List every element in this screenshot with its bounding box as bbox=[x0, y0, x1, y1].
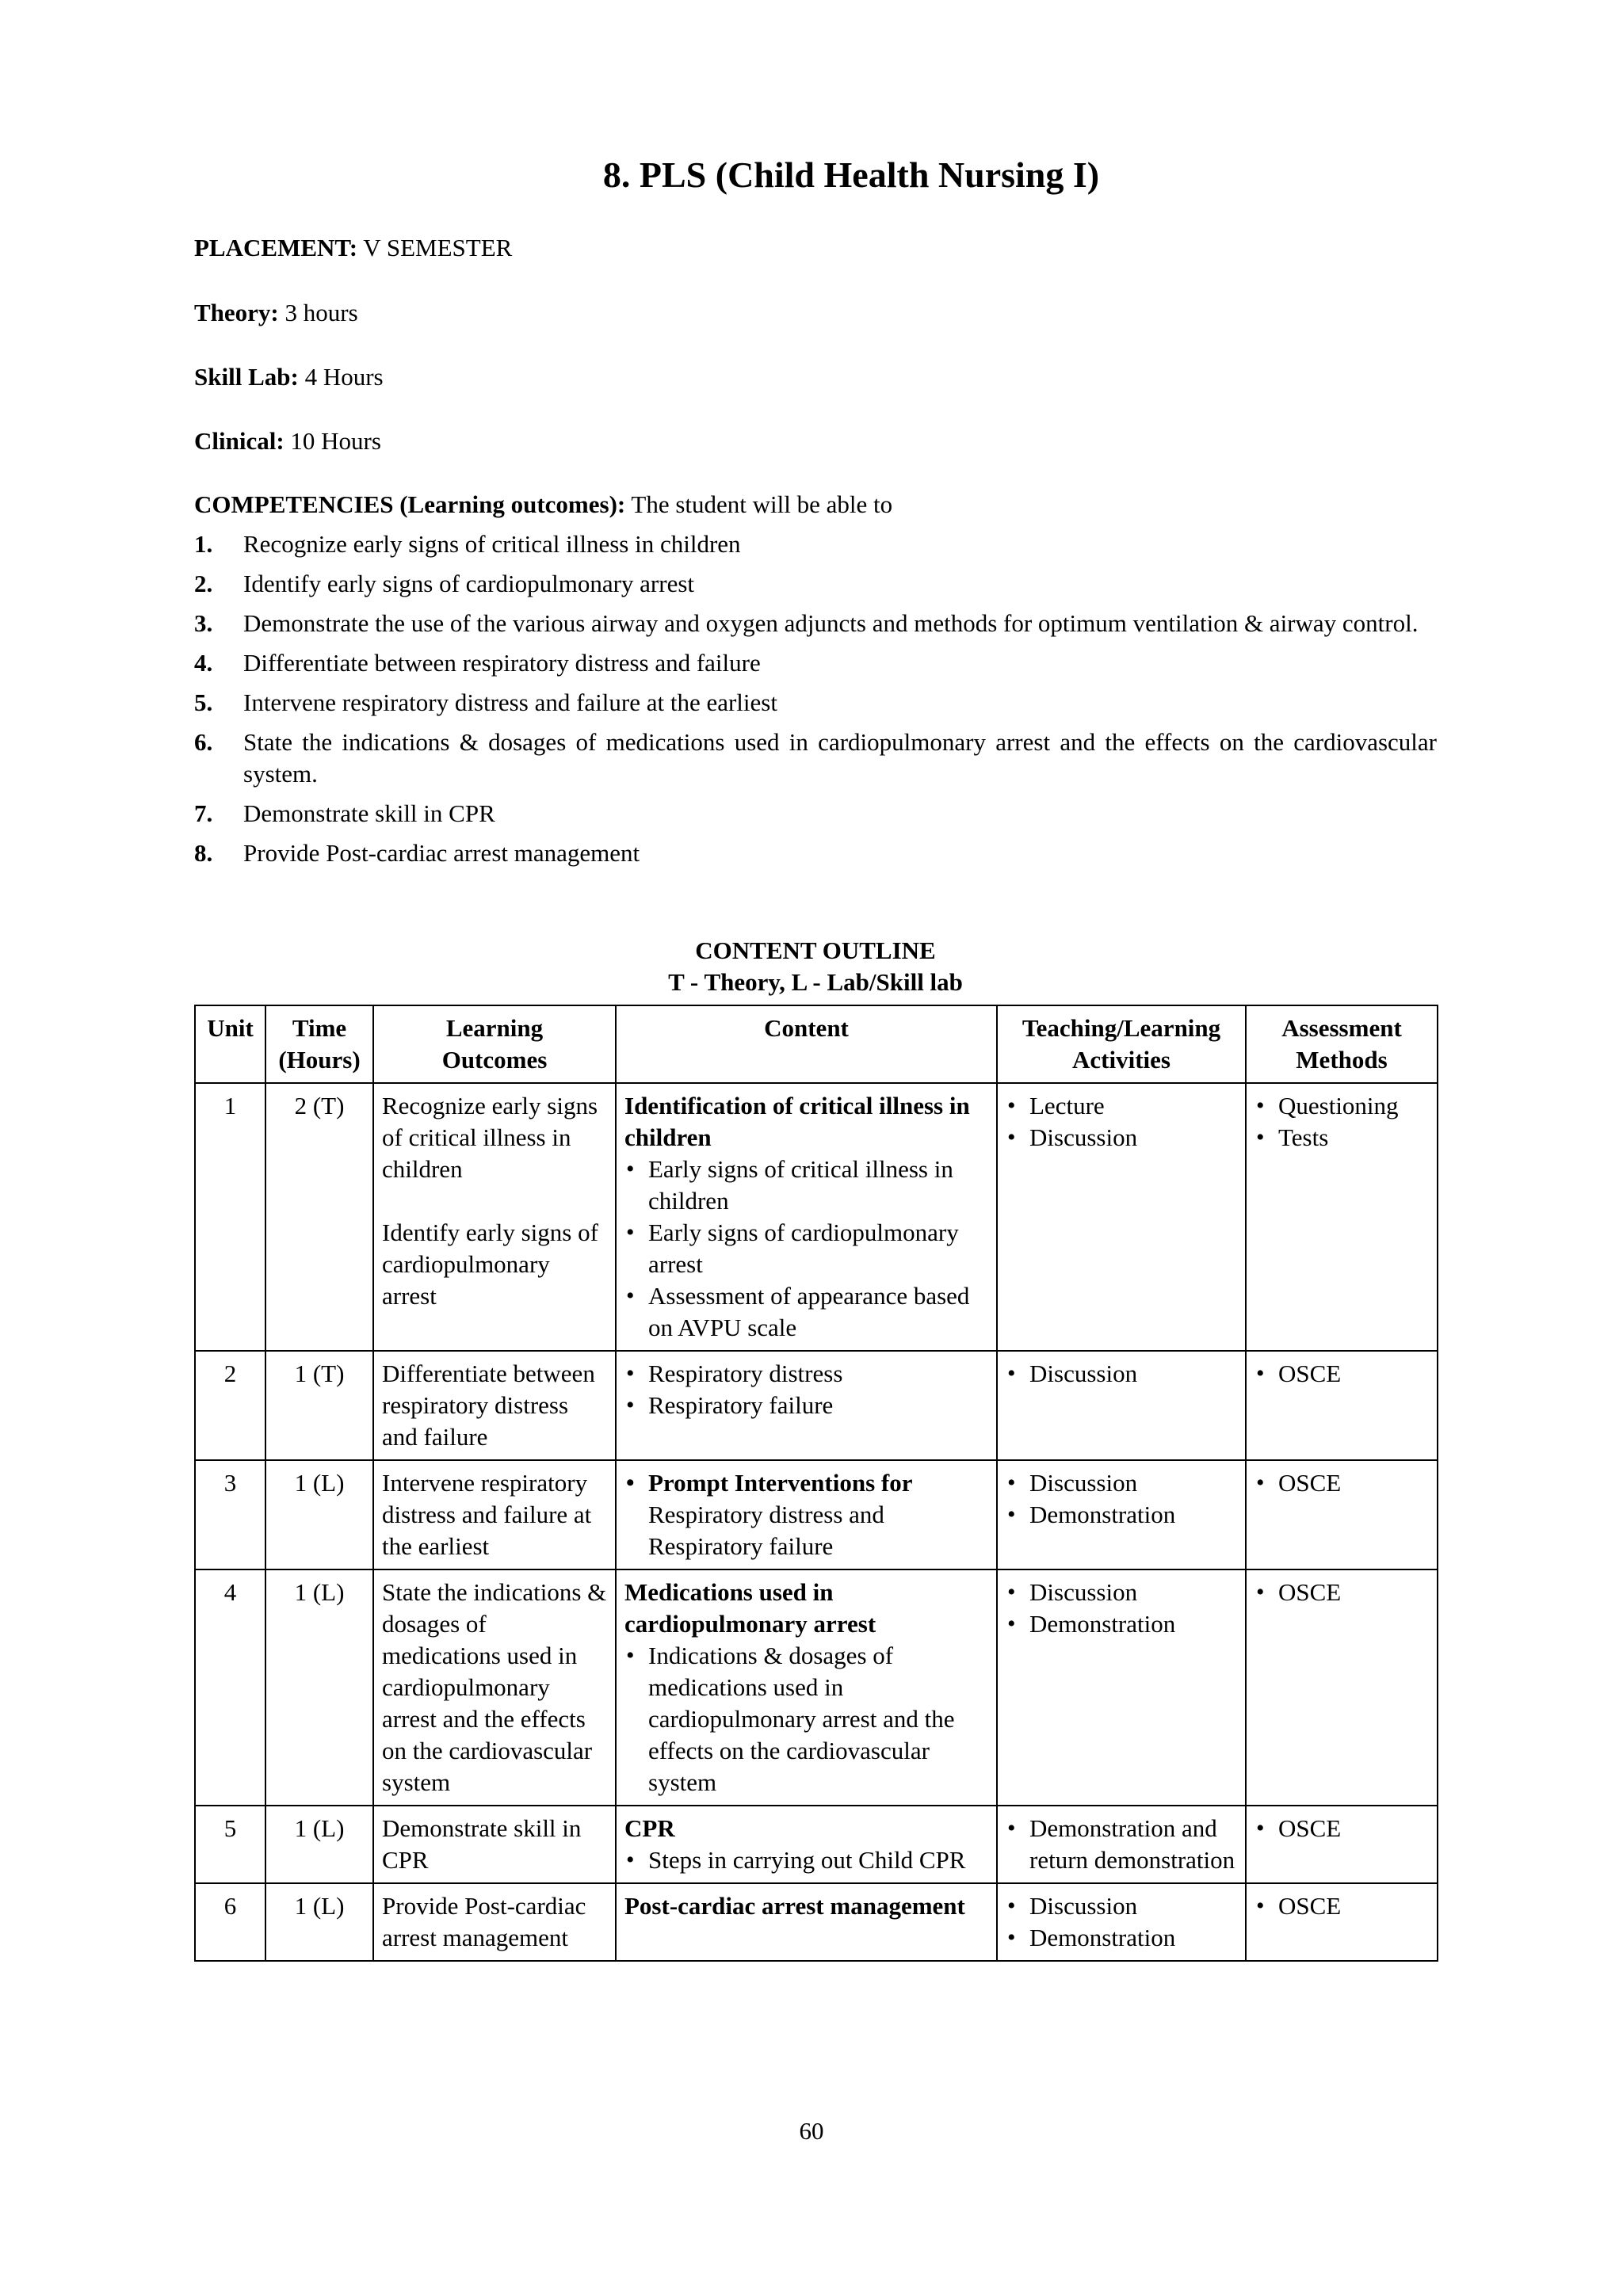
skill-lab-label: Skill Lab: bbox=[194, 363, 299, 391]
cell-time: 1 (L) bbox=[265, 1806, 373, 1883]
outcome-text: Demonstrate skill in CPR bbox=[382, 1814, 582, 1874]
list-item bbox=[624, 1467, 988, 1562]
list-item: • Tests bbox=[1254, 1122, 1429, 1154]
theory-value: 3 hours bbox=[278, 299, 358, 326]
placement-label: PLACEMENT: bbox=[194, 234, 358, 261]
skill-lab-line bbox=[194, 361, 384, 393]
outcome-text: Provide Post-cardiac arrest management bbox=[382, 1892, 586, 1951]
cell-content bbox=[616, 1569, 997, 1806]
cell-time: 1 (L) bbox=[265, 1883, 373, 1961]
table-header-row bbox=[195, 1005, 1438, 1083]
list-item: • Questioning bbox=[1254, 1090, 1429, 1122]
cell-assessment bbox=[1246, 1460, 1438, 1569]
competency-text: State the indications & dosages of medications used in cardiopulmonary arrest and the effects on the cardiovascular system. bbox=[243, 728, 1437, 788]
cell-outcomes bbox=[373, 1569, 616, 1806]
cell-unit: 5 bbox=[195, 1806, 265, 1883]
cell-unit: 1 bbox=[195, 1083, 265, 1351]
list-item: • Steps in carrying out Child CPR bbox=[624, 1844, 988, 1876]
placement-line bbox=[194, 232, 512, 264]
content-item-rest: Respiratory distress and Respiratory failure bbox=[648, 1501, 884, 1560]
activities-list bbox=[1006, 1467, 1237, 1531]
header-teaching-activities: Teaching/Learning Activities bbox=[997, 1005, 1246, 1083]
skill-lab-value: 4 Hours bbox=[298, 363, 384, 391]
activities-list bbox=[1006, 1090, 1237, 1154]
content-outline-heading bbox=[194, 935, 1437, 998]
competency-item bbox=[194, 528, 1437, 560]
cell-unit: 4 bbox=[195, 1569, 265, 1806]
competency-item bbox=[194, 837, 1437, 869]
competency-item bbox=[194, 727, 1437, 790]
assessment-list bbox=[1254, 1090, 1429, 1154]
outcome-text: Recognize early signs of critical illness in children bbox=[382, 1092, 598, 1183]
content-list bbox=[624, 1358, 988, 1421]
clinical-line bbox=[194, 425, 381, 457]
list-item: • OSCE bbox=[1254, 1358, 1429, 1390]
competencies-heading bbox=[194, 489, 1437, 521]
competency-text: Recognize early signs of critical illness in children bbox=[243, 530, 741, 558]
list-item: • OSCE bbox=[1254, 1467, 1429, 1499]
cell-outcomes bbox=[373, 1806, 616, 1883]
cell-activities bbox=[997, 1569, 1246, 1806]
cell-outcomes bbox=[373, 1460, 616, 1569]
cell-assessment bbox=[1246, 1569, 1438, 1806]
activities-list bbox=[1006, 1358, 1237, 1390]
list-item: • Demonstration bbox=[1006, 1922, 1237, 1954]
competencies-list bbox=[194, 528, 1437, 869]
outcome-text: State the indications & dosages of medications used in cardiopulmonary arrest and the effects on the cardiovascular system bbox=[382, 1578, 607, 1796]
competencies-heading-rest: The student will be able to bbox=[625, 490, 893, 518]
competency-number: 2. bbox=[194, 570, 213, 597]
theory-line bbox=[194, 297, 358, 329]
competency-number: 1. bbox=[194, 530, 213, 558]
list-item: • Discussion bbox=[1006, 1577, 1237, 1608]
competency-text: Intervene respiratory distress and failure at the earliest bbox=[243, 688, 777, 716]
competency-item bbox=[194, 798, 1437, 830]
list-item: • OSCE bbox=[1254, 1577, 1429, 1608]
list-item: • Demonstration and return demonstration bbox=[1006, 1813, 1237, 1876]
cell-assessment bbox=[1246, 1083, 1438, 1351]
placement-value: V SEMESTER bbox=[357, 234, 513, 261]
cell-content bbox=[616, 1351, 997, 1460]
activities-list bbox=[1006, 1890, 1237, 1954]
assessment-list bbox=[1254, 1577, 1429, 1608]
assessment-list bbox=[1254, 1467, 1429, 1499]
cell-content bbox=[616, 1460, 997, 1569]
list-item: • Discussion bbox=[1006, 1358, 1237, 1390]
cell-time: 1 (T) bbox=[265, 1351, 373, 1460]
list-item: • Respiratory distress bbox=[624, 1358, 988, 1390]
competency-item bbox=[194, 568, 1437, 600]
cell-time: 1 (L) bbox=[265, 1460, 373, 1569]
cell-activities bbox=[997, 1883, 1246, 1961]
cell-content bbox=[616, 1083, 997, 1351]
activities-list bbox=[1006, 1577, 1237, 1640]
table-row bbox=[195, 1569, 1438, 1806]
outcome-text: Intervene respiratory distress and failure at the earliest bbox=[382, 1469, 592, 1560]
list-item: • Discussion bbox=[1006, 1890, 1237, 1922]
cell-outcomes bbox=[373, 1083, 616, 1351]
cell-outcomes bbox=[373, 1351, 616, 1460]
content-title: CPR bbox=[624, 1814, 675, 1842]
clinical-value: 10 Hours bbox=[284, 427, 381, 455]
outcome-text: Differentiate between respiratory distress and failure bbox=[382, 1360, 595, 1451]
cell-activities bbox=[997, 1083, 1246, 1351]
content-outline-table bbox=[194, 1005, 1438, 1962]
list-item: • Indications & dosages of medications used in cardiopulmonary arrest and the effects on the cardiovascular system bbox=[624, 1640, 988, 1798]
list-item: • Early signs of cardiopulmonary arrest bbox=[624, 1217, 988, 1280]
competency-text: Differentiate between respiratory distress and failure bbox=[243, 649, 761, 677]
cell-time: 1 (L) bbox=[265, 1569, 373, 1806]
page-number: 60 bbox=[799, 2117, 824, 2145]
outcome-text: Identify early signs of cardiopulmonary arrest bbox=[382, 1219, 598, 1310]
competency-number: 6. bbox=[194, 728, 213, 756]
cell-time: 2 (T) bbox=[265, 1083, 373, 1351]
cell-unit: 2 bbox=[195, 1351, 265, 1460]
header-assessment-methods: Assessment Methods bbox=[1246, 1005, 1438, 1083]
competency-number: 5. bbox=[194, 688, 213, 716]
content-title: Medications used in cardiopulmonary arrest bbox=[624, 1578, 876, 1638]
header-unit: Unit bbox=[195, 1005, 265, 1083]
table-row bbox=[195, 1460, 1438, 1569]
list-item: • Discussion bbox=[1006, 1122, 1237, 1154]
content-list bbox=[624, 1154, 988, 1344]
activities-list bbox=[1006, 1813, 1237, 1876]
content-list bbox=[624, 1844, 988, 1876]
list-item: • Early signs of critical illness in children bbox=[624, 1154, 988, 1217]
competency-text: Provide Post-cardiac arrest management bbox=[243, 839, 640, 867]
list-item: • Demonstration bbox=[1006, 1608, 1237, 1640]
header-learning-outcomes: Learning Outcomes bbox=[373, 1005, 616, 1083]
cell-outcomes bbox=[373, 1883, 616, 1961]
competency-number: 3. bbox=[194, 609, 213, 637]
cell-unit: 3 bbox=[195, 1460, 265, 1569]
competency-number: 7. bbox=[194, 799, 213, 827]
competency-text: Demonstrate the use of the various airway and oxygen adjuncts and methods for optimum ventilation & airway control. bbox=[243, 609, 1419, 637]
assessment-list bbox=[1254, 1358, 1429, 1390]
competencies-section bbox=[194, 489, 1437, 877]
list-item: • Assessment of appearance based on AVPU scale bbox=[624, 1280, 988, 1344]
competency-number: 4. bbox=[194, 649, 213, 677]
cell-assessment bbox=[1246, 1351, 1438, 1460]
cell-content bbox=[616, 1806, 997, 1883]
table-row bbox=[195, 1083, 1438, 1351]
header-time: Time (Hours) bbox=[265, 1005, 373, 1083]
table-row bbox=[195, 1883, 1438, 1961]
content-title: Post-cardiac arrest management bbox=[624, 1892, 965, 1920]
cell-activities bbox=[997, 1460, 1246, 1569]
clinical-label: Clinical: bbox=[194, 427, 285, 455]
competency-item bbox=[194, 687, 1437, 719]
header-content: Content bbox=[616, 1005, 997, 1083]
list-item: • Demonstration bbox=[1006, 1499, 1237, 1531]
cell-unit: 6 bbox=[195, 1883, 265, 1961]
content-list bbox=[624, 1640, 988, 1798]
content-list bbox=[624, 1467, 988, 1562]
competency-text: Identify early signs of cardiopulmonary arrest bbox=[243, 570, 695, 597]
page-title: 8. PLS (Child Health Nursing I) bbox=[602, 154, 1100, 195]
content-item-bold: Prompt Interventions for bbox=[648, 1469, 913, 1497]
list-item: • OSCE bbox=[1254, 1813, 1429, 1844]
outline-subtitle: T - Theory, L - Lab/Skill lab bbox=[668, 968, 963, 996]
assessment-list bbox=[1254, 1890, 1429, 1922]
list-item: • OSCE bbox=[1254, 1890, 1429, 1922]
competency-item bbox=[194, 647, 1437, 679]
list-item: • Lecture bbox=[1006, 1090, 1237, 1122]
outline-title: CONTENT OUTLINE bbox=[695, 936, 936, 964]
theory-label: Theory: bbox=[194, 299, 279, 326]
competency-text: Demonstrate skill in CPR bbox=[243, 799, 495, 827]
cell-activities bbox=[997, 1806, 1246, 1883]
cell-content bbox=[616, 1883, 997, 1961]
table-row bbox=[195, 1351, 1438, 1460]
list-item: • Respiratory failure bbox=[624, 1390, 988, 1421]
content-title: Identification of critical illness in children bbox=[624, 1092, 970, 1151]
competency-item bbox=[194, 608, 1437, 639]
cell-activities bbox=[997, 1351, 1246, 1460]
assessment-list bbox=[1254, 1813, 1429, 1844]
cell-assessment bbox=[1246, 1806, 1438, 1883]
cell-assessment bbox=[1246, 1883, 1438, 1961]
competency-number: 8. bbox=[194, 839, 213, 867]
table-row bbox=[195, 1806, 1438, 1883]
competencies-heading-bold: COMPETENCIES (Learning outcomes): bbox=[194, 490, 626, 518]
list-item: • Discussion bbox=[1006, 1467, 1237, 1499]
